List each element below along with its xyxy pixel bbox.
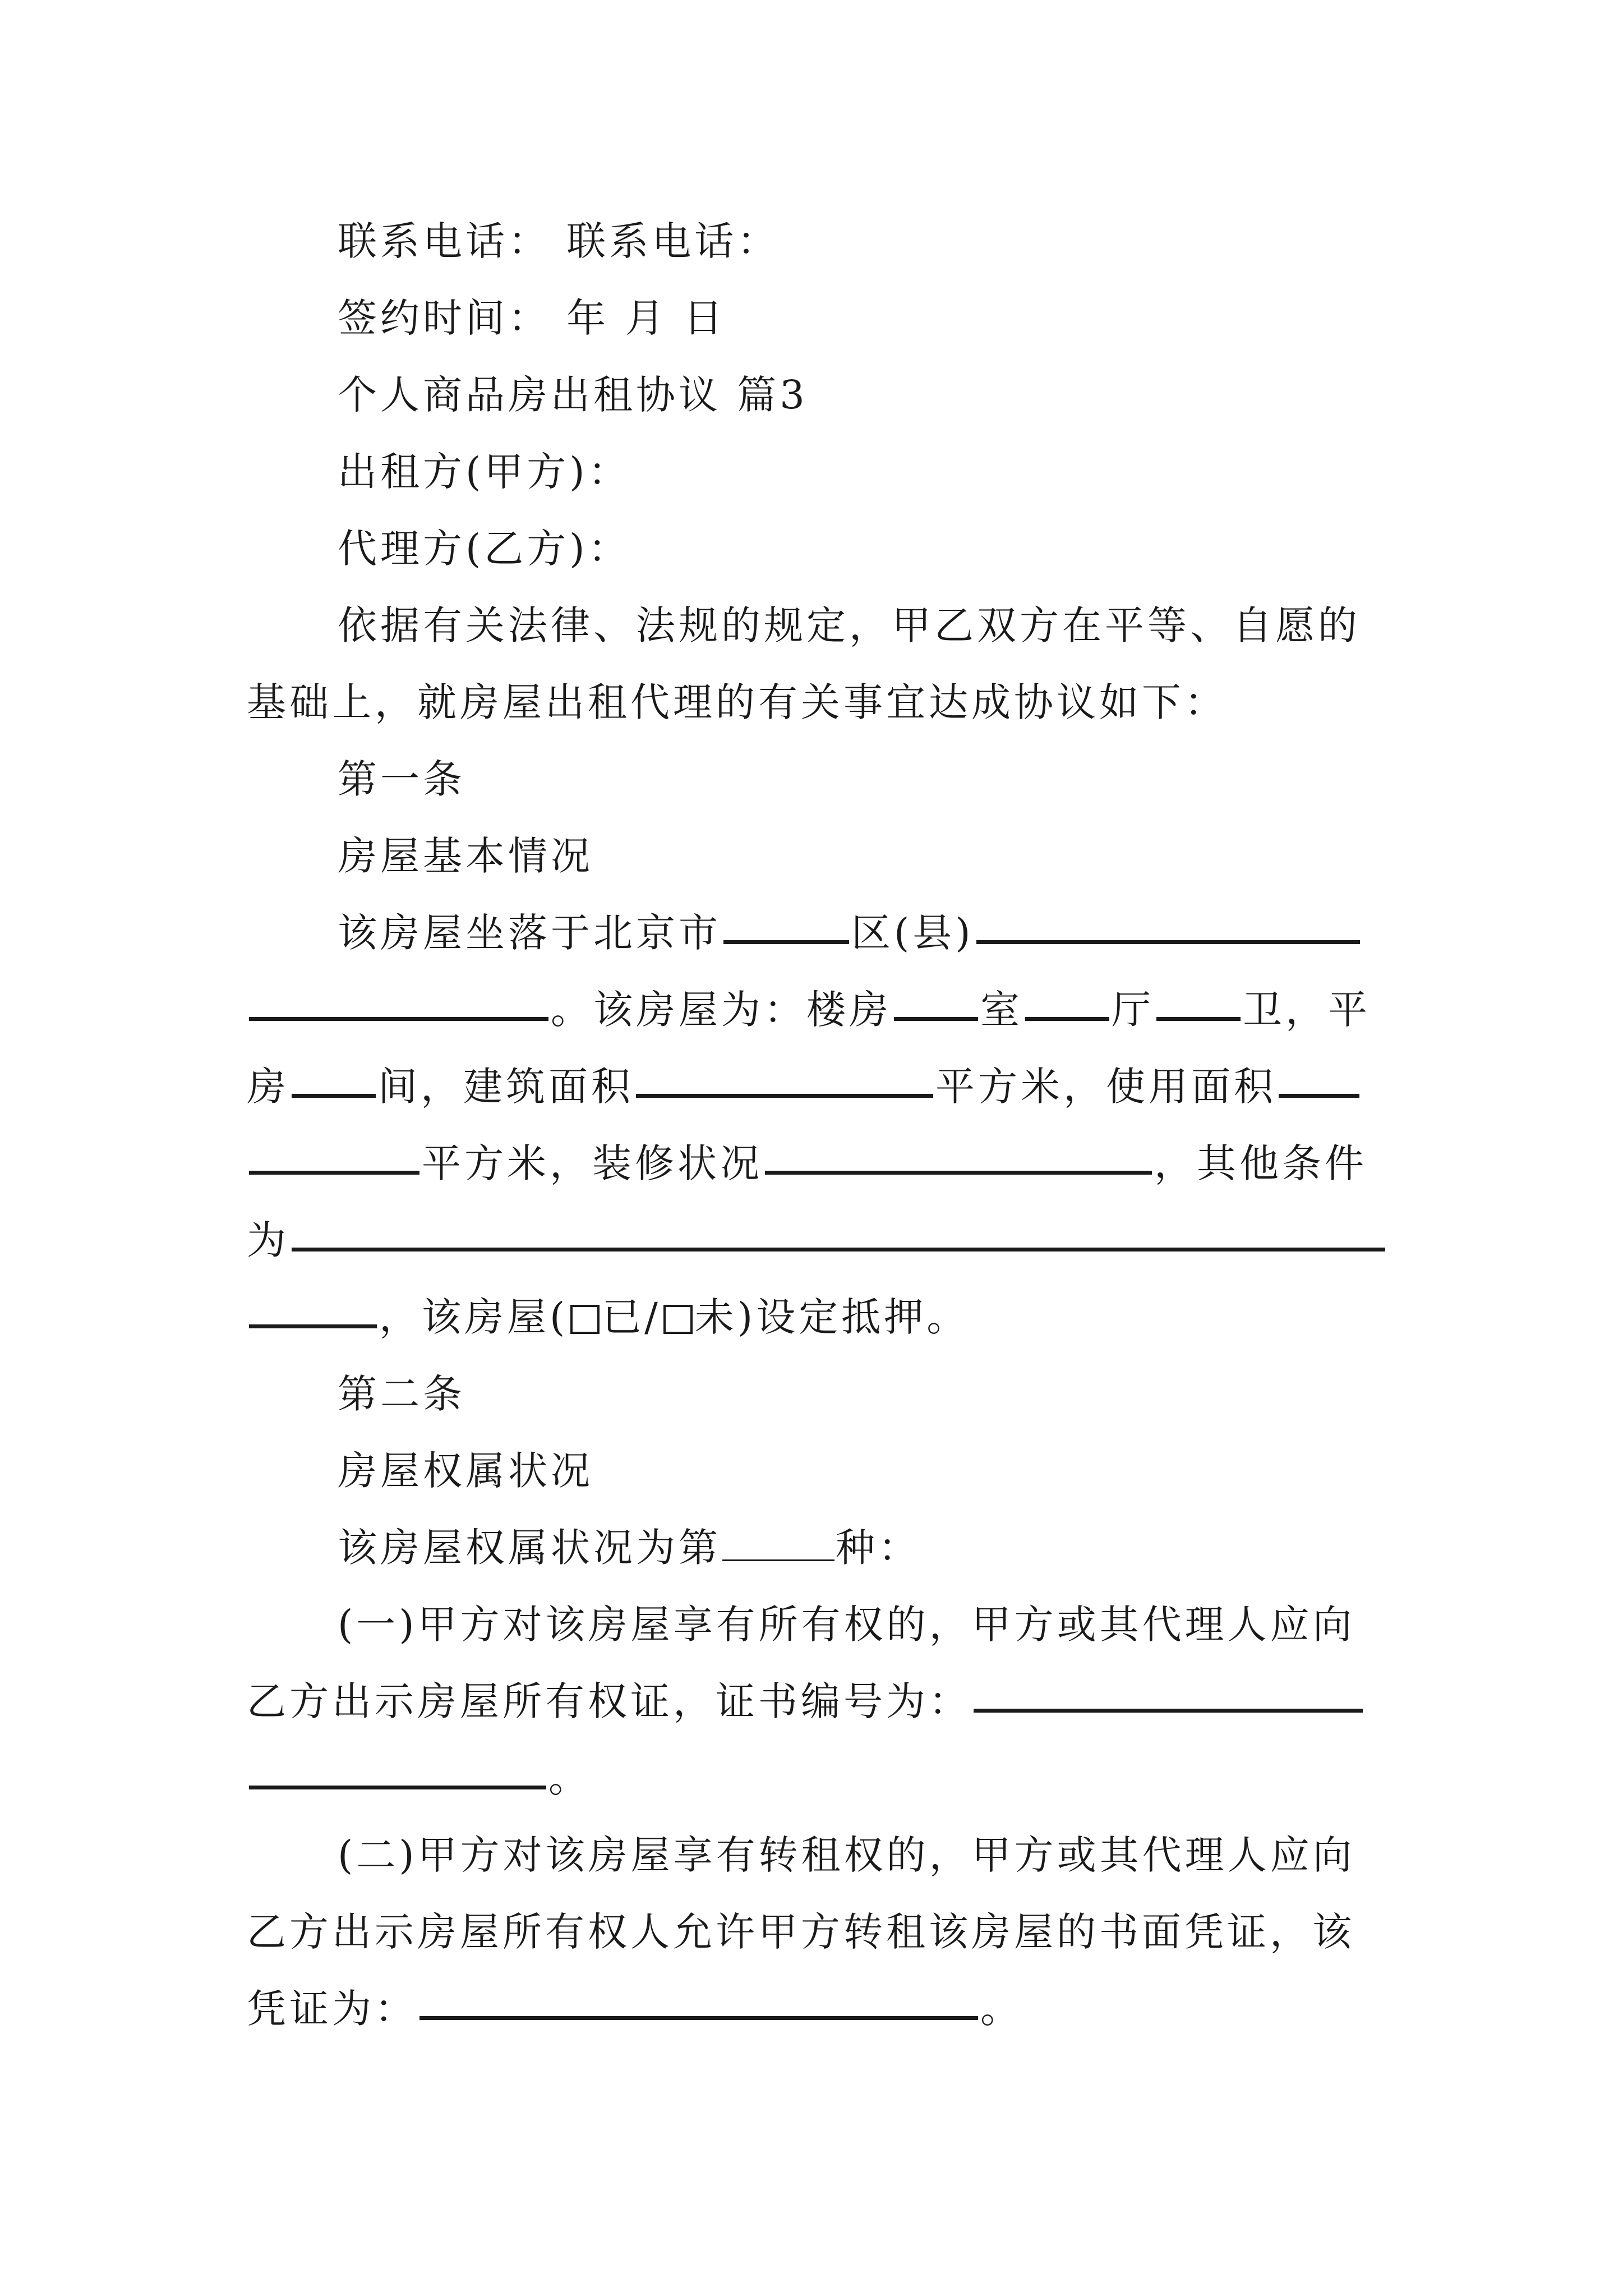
- clause-2-line-1: (二)甲方对该房屋享有转租权的，甲方或其代理人应向: [338, 1832, 1355, 1878]
- certificate-number-blank-continued: [249, 1752, 546, 1789]
- address-blank-continued: [249, 983, 548, 1021]
- ownership-type-blank: [722, 1525, 834, 1561]
- decoration-line: 平方米，装修状况 ，其他条件: [247, 1125, 1386, 1202]
- document-body: [247, 203, 1386, 2047]
- article-2-title: 房屋权属状况: [338, 1448, 593, 1494]
- address-blank: [976, 907, 1360, 944]
- bath-count-blank: [1156, 983, 1241, 1021]
- usable-area-blank: [1279, 1060, 1359, 1098]
- agreement-title: 个人商品房出租协议 篇3: [338, 372, 808, 418]
- not-mortgaged-checkbox[interactable]: [663, 1305, 693, 1334]
- bungalow-room-blank: [292, 1060, 376, 1098]
- building-area-blank: [636, 1060, 933, 1098]
- area-line: 房 间，建筑面积 平方米，使用面积: [247, 1048, 1386, 1125]
- other-conditions-blank-continued: [249, 1291, 377, 1328]
- other-conditions-line: 为: [247, 1202, 1386, 1279]
- clause-1-line-2: 乙方出示房屋所有权证，证书编号为：: [247, 1663, 1386, 1740]
- article-1-heading: 第一条: [338, 756, 465, 802]
- other-conditions-blank: [292, 1214, 1385, 1251]
- hall-count-blank: [1025, 983, 1109, 1021]
- location-line: 该房屋坐落于北京市 区(县): [247, 895, 1386, 972]
- clause-2-line-3: 凭证为： 。: [247, 1971, 1386, 2047]
- house-type-line: 。该房屋为：楼房 室 厅 卫，平: [247, 972, 1386, 1048]
- ownership-type-line: 该房屋权属状况为第 种：: [338, 1525, 921, 1571]
- room-count-blank: [894, 983, 978, 1021]
- preamble-line-1: 依据有关法律、法规的规定，甲乙双方在平等、自愿的: [338, 602, 1361, 648]
- clause-2-line-2: 乙方出示房屋所有权人允许甲方转租该房屋的书面凭证，该: [247, 1909, 1355, 1955]
- lessor-line: 出租方(甲方)：: [338, 449, 631, 495]
- preamble-line-2: 基础上，就房屋出租代理的有关事宜达成协议如下：: [247, 679, 1227, 725]
- clause-1-line-1: (一)甲方对该房屋享有所有权的，甲方或其代理人应向: [338, 1602, 1355, 1648]
- certificate-number-blank: [974, 1675, 1363, 1713]
- clause-1-line-3: 。: [247, 1740, 1386, 1817]
- written-proof-blank: [419, 1982, 978, 2020]
- article-2-heading: 第二条: [338, 1371, 465, 1417]
- article-1-title: 房屋基本情况: [338, 833, 593, 879]
- mortgaged-checkbox[interactable]: [570, 1305, 600, 1334]
- mortgage-line: ，该房屋( 已/ 未)设定抵押。: [247, 1279, 1386, 1356]
- usable-area-blank-continued: [249, 1137, 419, 1175]
- agent-line: 代理方(乙方)：: [338, 526, 631, 572]
- decoration-blank: [765, 1137, 1152, 1175]
- district-blank: [723, 907, 849, 944]
- signing-date-line: 签约时间： 年 月 日: [338, 295, 726, 341]
- contact-phone-line: 联系电话： 联系电话：: [338, 218, 780, 264]
